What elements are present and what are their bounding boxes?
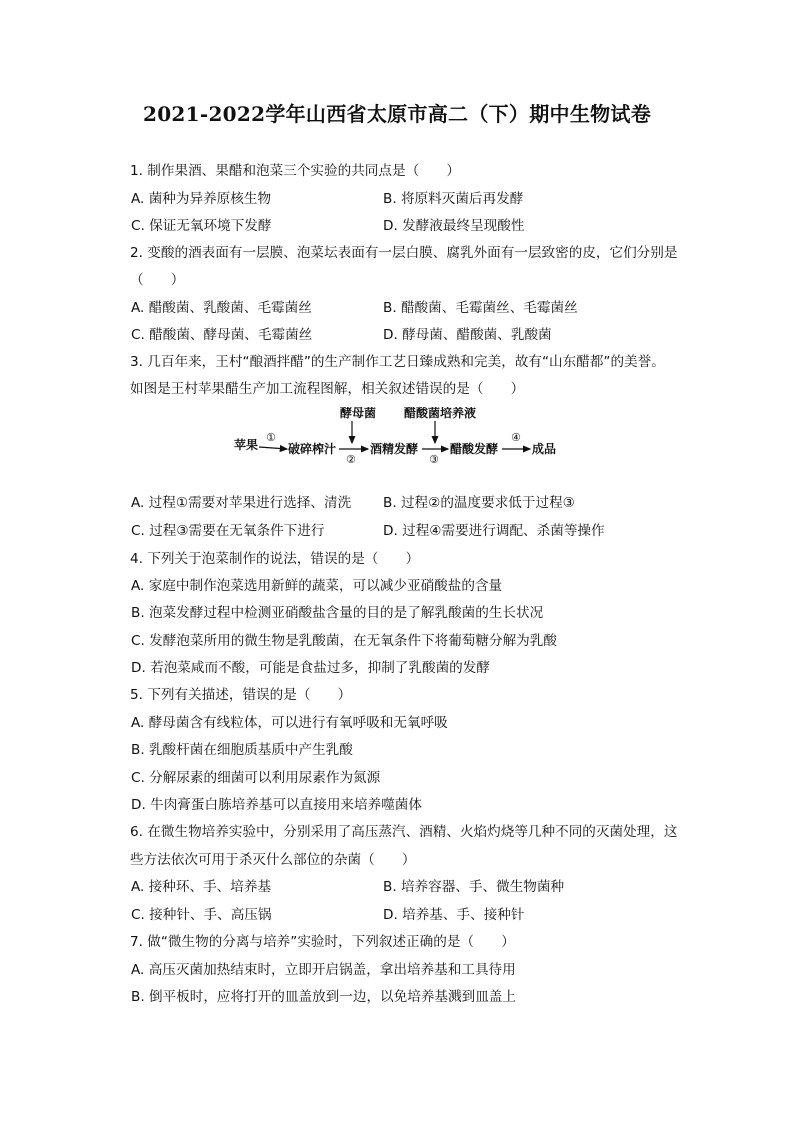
question-3-option-c: C. 过程③需要在无氧条件下进行	[131, 523, 325, 539]
question-4-option-c: C. 发酵泡菜所用的微生物是乳酸菌，在无氧条件下将葡萄糖分解为乳酸	[131, 633, 557, 649]
question-4-option-d: D. 若泡菜咸而不酸，可能是食盐过多，抑制了乳酸菌的发酵	[131, 660, 490, 676]
question-6-option-a: A. 接种环、手、培养基	[131, 879, 272, 895]
arrow-step-1	[259, 447, 287, 449]
node-crush-juice: 破碎榨汁	[288, 442, 337, 456]
question-5-option-c: C. 分解尿素的细菌可以利用尿素作为氮源	[131, 770, 381, 786]
question-6-option-b: B. 培养容器、手、微生物菌种	[383, 879, 565, 895]
question-5-option-b: B. 乳酸杆菌在细胞质基质中产生乳酸	[131, 742, 353, 758]
question-7-option-a: A. 高压灭菌加热结束时，立即开启锅盖，拿出培养基和工具待用	[131, 962, 516, 978]
question-3-stem: 3. 几百年来，王村“酿酒拌醋”的生产制作工艺日臻成熟和完美，故有“山东醋都”的美誉。	[130, 354, 665, 370]
question-5-option-a: A. 酵母菌含有线粒体，可以进行有氧呼吸和无氧呼吸	[131, 715, 448, 731]
question-3-option-d: D. 过程④需要进行调配、杀菌等操作	[383, 523, 605, 539]
question-1-option-b: B. 将原料灭菌后再发酵	[383, 191, 524, 207]
input-acetic-culture: 醋酸菌培养液	[404, 407, 477, 420]
question-2-option-d: D. 酵母菌、醋酸菌、乳酸菌	[383, 327, 552, 343]
question-6-option-d: D. 培养基、手、接种针	[383, 907, 525, 923]
question-2-option-b: B. 醋酸菌、毛霉菌丝、毛霉菌丝	[383, 300, 578, 316]
question-2-option-c: C. 醋酸菌、酵母菌、毛霉菌丝	[131, 327, 313, 343]
question-6-option-c: C. 接种针、手、高压锅	[131, 907, 272, 923]
node-product: 成品	[532, 442, 557, 456]
question-2-stem: 2. 变酸的酒表面有一层膜、泡菜坛表面有一层白膜、腐乳外面有一层致密的皮，它们分别是	[130, 245, 678, 261]
input-yeast: 酵母菌	[340, 407, 377, 420]
question-6-stem-cont: 些方法依次可用于杀灭什么部位的杂菌（ ）	[130, 852, 416, 868]
question-2-option-a: A. 醋酸菌、乳酸菌、毛霉菌丝	[131, 300, 312, 316]
question-4-option-a: A. 家庭中制作泡菜选用新鲜的蔬菜，可以减少亚硝酸盐的含量	[131, 578, 503, 594]
question-7-stem: 7. 做“微生物的分离与培养”实验时，下列叙述正确的是（ ）	[130, 934, 515, 950]
page-title: 2021-2022学年山西省太原市高二（下）期中生物试卷	[142, 102, 652, 126]
question-5-stem: 5. 下列有关描述，错误的是（ ）	[130, 687, 352, 703]
step-label-4: ④	[511, 431, 521, 444]
node-acetic-fermentation: 醋酸发酵	[450, 442, 499, 456]
step-label-1: ①	[266, 431, 276, 444]
question-6-stem: 6. 在微生物培养实验中，分别采用了高压蒸汽、酒精、火焰灼烧等几种不同的灭菌处理，这	[130, 824, 678, 840]
question-7-option-b: B. 倒平板时，应将打开的皿盖放到一边，以免培养基溅到皿盖上	[131, 989, 516, 1005]
step-label-3: ③	[429, 453, 439, 466]
question-2-stem-cont: （ ）	[130, 272, 185, 288]
question-4-option-b: B. 泡菜发酵过程中检测亚硝酸盐含量的目的是了解乳酸菌的生长状况	[131, 605, 544, 621]
question-3-option-b: B. 过程②的温度要求低于过程③	[383, 495, 575, 511]
question-5-option-d: D. 牛肉膏蛋白胨培养基可以直接用来培养噬菌体	[131, 797, 422, 813]
node-apple: 苹果	[234, 438, 259, 452]
question-4-stem: 4. 下列关于泡菜制作的说法，错误的是（ ）	[130, 551, 420, 567]
question-1-stem: 1. 制作果酒、果醋和泡菜三个实验的共同点是（ ）	[130, 163, 460, 179]
process-flow-diagram	[232, 407, 562, 467]
question-1-option-a: A. 菌种为异养原核生物	[131, 191, 272, 207]
question-3-stem-cont: 如图是王村苹果醋生产加工流程图解，相关叙述错误的是（ ）	[130, 381, 525, 397]
node-alcohol-fermentation: 酒精发酵	[370, 442, 419, 456]
question-1-option-c: C. 保证无氧环境下发酵	[131, 218, 272, 234]
step-label-2: ②	[346, 453, 356, 466]
question-3-option-a: A. 过程①需要对苹果进行选择、清洗	[131, 495, 352, 511]
question-1-option-d: D. 发酵液最终呈现酸性	[383, 218, 525, 234]
